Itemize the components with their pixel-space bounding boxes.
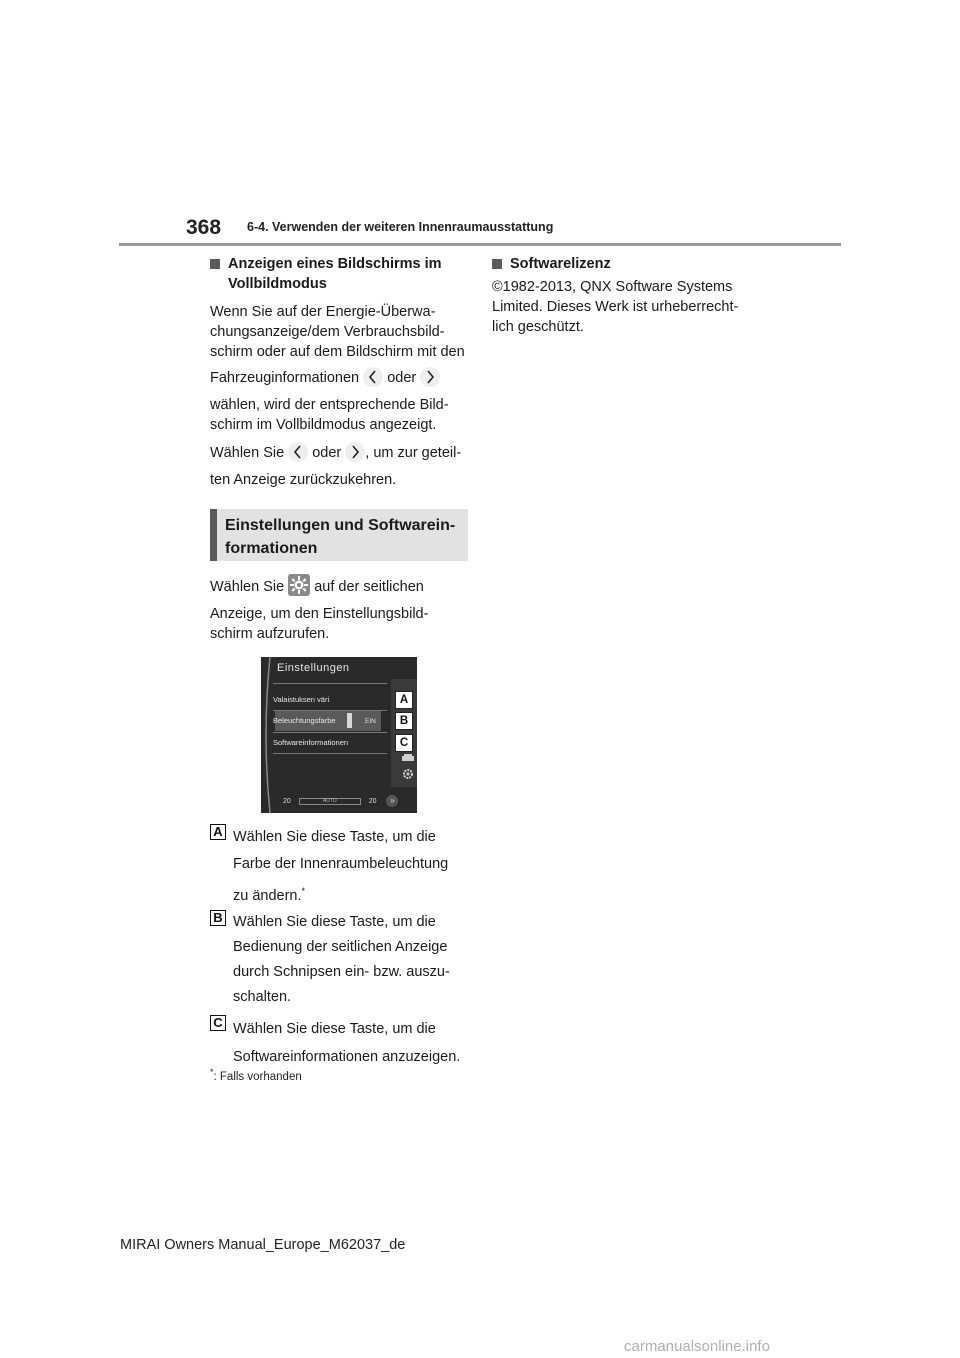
chevron-right-icon [420,367,440,387]
temp-left: 20 [283,797,291,805]
temp-right: 20 [368,797,377,805]
text-line: Wählen Sie diese Taste, um die [233,829,436,845]
text-or: oder [387,370,417,386]
heading-line-1: Anzeigen eines Bildschirms im [228,256,442,272]
section-heading-box [210,509,468,561]
callout-c-text [233,1015,473,1071]
screen-curve-decoration [261,657,275,813]
text-line: Fahrzeuginformationen [210,370,360,386]
bullet-square-icon [210,259,220,269]
text-line: durch Schnipsen ein- bzw. auszu- [233,964,450,980]
text-line: wählen, wird der entsprechende Bild- [210,397,449,413]
page-number: 368 [186,216,222,239]
screen-title: Einstellungen [277,662,350,674]
text-line: lich geschützt. [492,319,584,335]
footer-doc-id: MIRAI Owners Manual_Europe_M62037_de [120,1237,406,1253]
heading-line: Softwarelizenz [510,256,611,272]
paragraph-fullscreen [210,302,475,362]
screen-item-lighting-color-fi: Valaistuksen väri [273,695,330,704]
paragraph-license [492,277,762,337]
bullet-square-icon [492,259,502,269]
text-line: Anzeige, um den Einstellungsbild- [210,606,429,622]
screen-item-lighting-color: Beleuchtungsfarbe [273,716,336,725]
callout-letter-a: A [210,824,226,840]
text-line: Wenn Sie auf der Energie-Überwa- [210,304,436,320]
footnote-text: : Falls vorhanden [213,1070,302,1083]
footnote [210,1067,302,1083]
chevron-left-icon [288,442,308,462]
text-line: Farbe der Innenraumbeleuchtung [233,856,449,872]
text-line: , um zur geteil- [365,445,462,461]
text-line: Bedienung der seitlichen Anzeige [233,939,448,955]
section-title: 6-4. Verwenden der weiteren Innenraumausstattung [247,220,554,234]
text-line: auf der seitlichen [314,579,424,595]
text-line: ©1982-2013, QNX Software Systems [492,279,733,295]
text-or: oder [312,445,342,461]
text-line: ten Anzeige zurückzukehren. [210,472,397,488]
callout-letter-c: C [210,1015,226,1031]
text-line: schirm aufzurufen. [210,626,330,642]
gear-icon [288,574,310,596]
car-icon [401,753,415,763]
settings-screen-illustration [261,657,417,813]
text-line: Wählen Sie diese Taste, um die [233,1021,436,1037]
auto-bar: AUTO [299,798,361,805]
text-line: Limited. Dieses Werk ist urheberrecht- [492,299,739,315]
screen-callout-c: C [395,734,413,752]
watermark: carmanualsonline.info [624,1338,770,1355]
header-rule [119,243,841,246]
paragraph-return [210,442,475,464]
text-line: schirm im Vollbildmodus angezeigt. [210,417,437,433]
heading-software-license [492,254,762,274]
paragraph-line-with-icons [210,367,475,389]
double-chevron-right-icon: » [386,795,398,807]
chevron-right-icon [345,442,365,462]
heading-line-2: Vollbildmodus [228,276,327,292]
section-heading-line-1: Einstellungen und Softwarein- [225,517,456,534]
callout-b-text [233,910,473,1010]
section-heading-line-2: formationen [225,540,318,557]
footnote-marker: * [210,1067,214,1077]
divider [273,753,387,754]
text-line: Wählen Sie [210,445,285,461]
toggle-label: EIN [365,718,376,725]
divider [273,683,387,684]
screen-item-software-info: Softwareinformationen [273,738,349,747]
gear-icon [401,767,415,781]
screen-callout-b: B [395,712,413,730]
footnote-marker: * [301,886,306,896]
toggle-indicator [347,713,352,728]
divider [273,732,387,733]
chevron-left-icon [363,367,383,387]
paragraph-settings-cont [210,604,475,644]
text-line: Wählen Sie diese Taste, um die [233,914,436,930]
text-line: Wählen Sie [210,579,285,595]
screen-callout-a: A [395,691,413,709]
text-line: schalten. [233,989,292,1005]
text-line: schirm oder auf dem Bildschirm mit den [210,344,465,360]
text-line: chungsanzeige/dem Verbrauchsbild- [210,324,445,340]
callout-a-text [233,824,473,910]
callout-letter-b: B [210,910,226,926]
paragraph-return-cont [210,470,475,490]
heading-fullscreen [210,254,475,294]
paragraph-fullscreen-cont [210,395,475,435]
text-line: Softwareinformationen anzuzeigen. [233,1049,461,1065]
text-line: zu ändern. [233,887,302,904]
screen-bottom-bar [283,795,407,807]
paragraph-settings [210,576,475,598]
